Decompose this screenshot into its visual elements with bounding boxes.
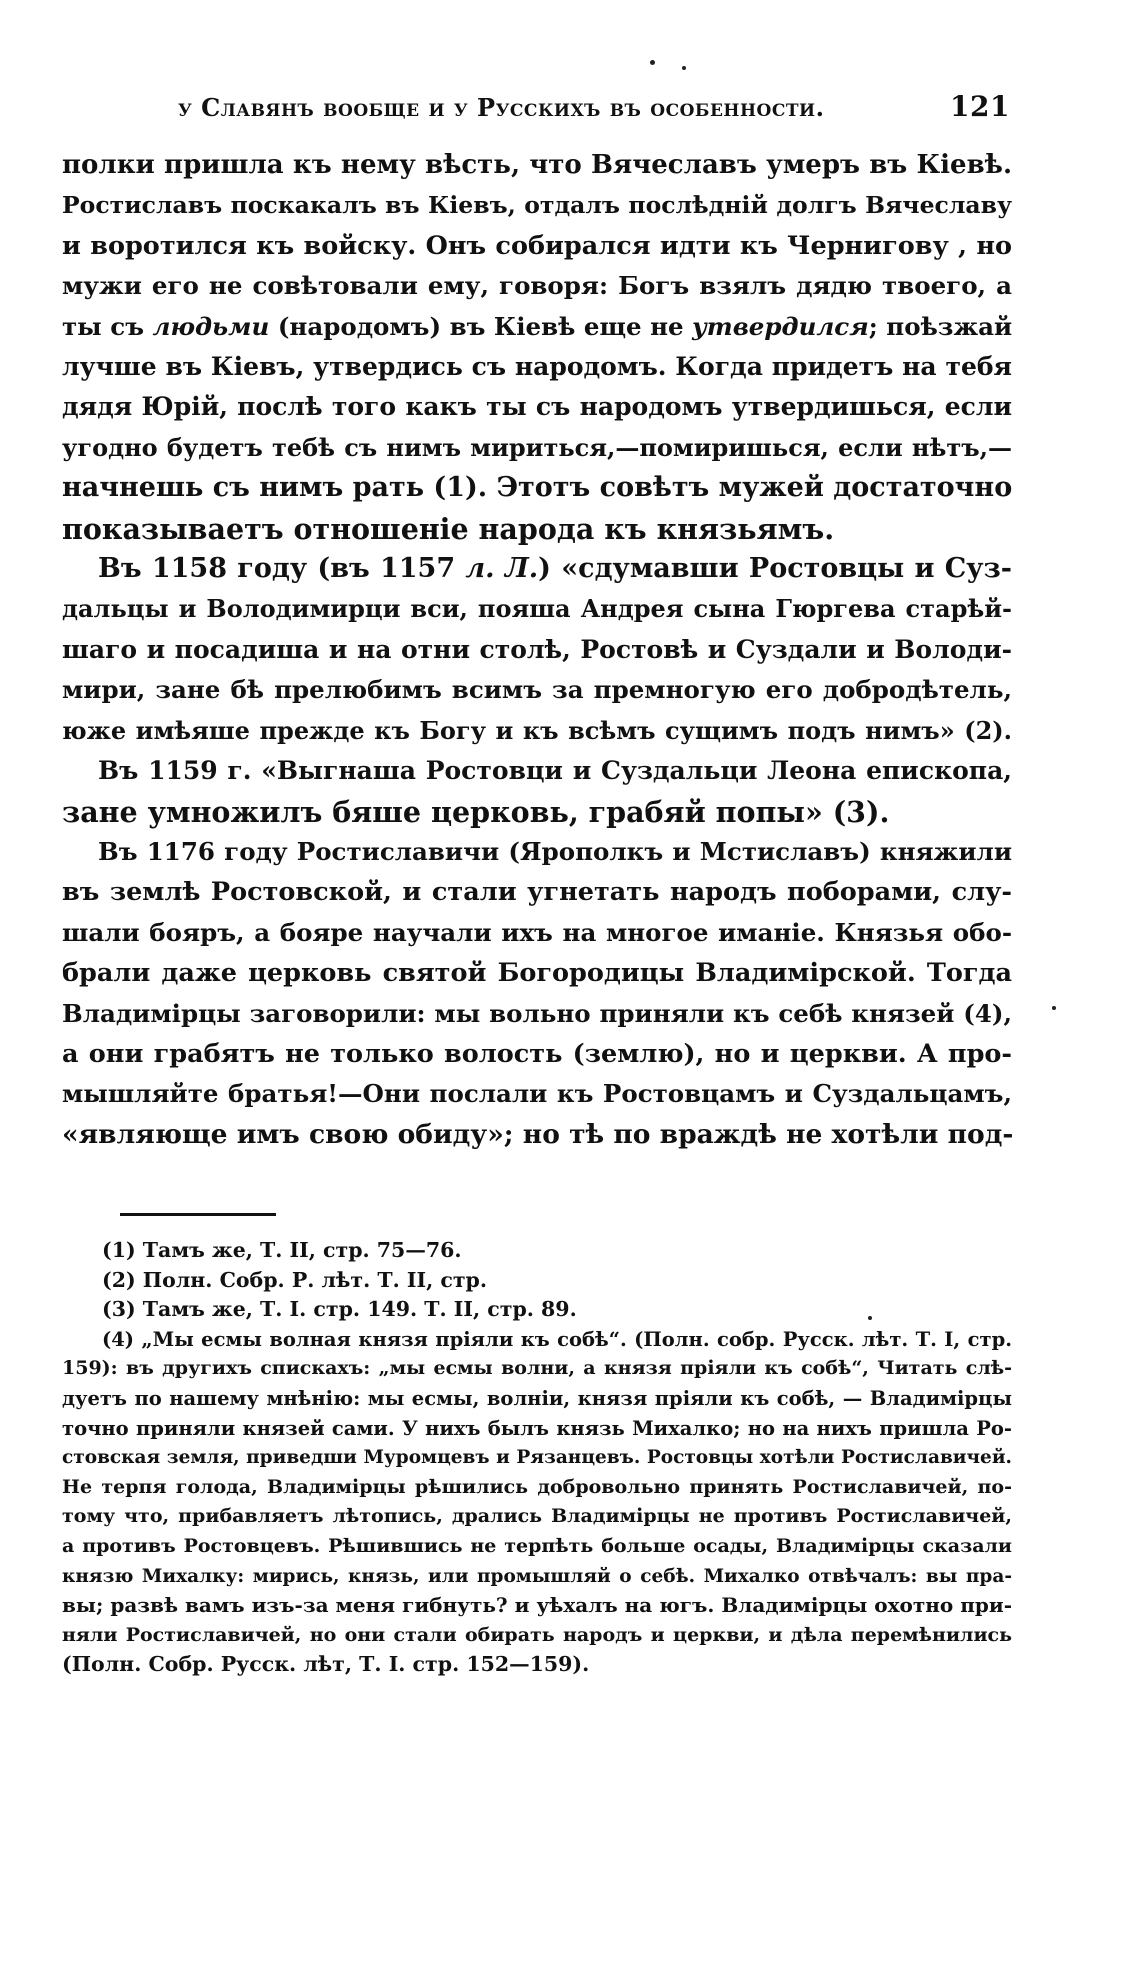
text-line: и воротился къ войску. Онъ собирался идти къ Чернигову , но <box>62 230 1012 261</box>
footnote-line: (2) Полн. Собр. Р. лѣт. Т. II, стр. <box>102 1267 488 1292</box>
footnote-divider <box>120 1213 276 1216</box>
text-line: Въ 1159 г. «Выгнаша Ростовци и Суздальци Леона епископа, <box>98 756 1012 786</box>
italic-word: утвердился <box>692 311 869 341</box>
text-line: дядя Юрій, послѣ того какъ ты съ народомъ утвердишься, если <box>62 392 1012 422</box>
text-line: дальцы и Володимирци вси, пояша Андрея сына Гюргева старѣй- <box>62 594 1012 624</box>
text-segment: Въ 1158 году (въ 1157 <box>98 553 466 585</box>
running-title: у Славянъ вообще и у Русскихъ въ особенности. <box>178 93 825 122</box>
text-line: полки пришла къ нему вѣсть, что Вячеславъ умеръ въ Кіевѣ. <box>62 150 1012 180</box>
text-segment: ) «сдумавши Ростовцы и Суз- <box>538 553 1012 585</box>
ink-speck <box>650 60 655 65</box>
footnotes <box>62 1236 1012 1680</box>
text-line: лучше въ Кіевъ, утвердись съ народомъ. Когда придетъ на тебя <box>62 352 1012 382</box>
text-line: а они грабятъ не только волость (землю), но и церкви. А про- <box>62 1038 1012 1069</box>
text-line: начнешь съ нимъ рать (1). Этотъ совѣтъ мужей достаточно <box>62 472 1013 504</box>
footnote-line: а противъ Ростовцевъ. Рѣшившись не терпѣть больше осады, Владимірцы сказали <box>62 1534 1012 1557</box>
text-line: юже имѣяше прежде къ Богу и къ всѣмъ сущимъ подъ нимъ» (2). <box>62 715 1012 745</box>
footnote-line: тому что, прибавляетъ лѣтопись, дрались Владимірцы не противъ Ростиславичей, <box>62 1505 1012 1528</box>
main-text <box>62 145 1012 1155</box>
footnote-line: точно приняли князей сами. У нихъ былъ князь Михалко; но на нихъ пришла Ро- <box>62 1416 1012 1440</box>
footnote-line: (1) Тамъ же, Т. II, стр. 75—76. <box>102 1238 462 1262</box>
footnote-line: стовская земля, приведши Муромцевъ и Рязанцевъ. Ростовцы хотѣли Ростиславичей. <box>62 1447 1012 1469</box>
text-line: угодно будетъ тебѣ съ нимъ мириться,—помиришься, если нѣтъ,— <box>62 432 1012 462</box>
text-line: мири, зане бѣ прелюбимъ всимъ за премногую его добродѣтель, <box>62 675 1012 705</box>
italic-word: л. Л. <box>465 553 539 585</box>
text-line: показываетъ отношеніе народа къ князьямъ. <box>62 511 835 546</box>
text-line: Въ 1176 году Ростиславичи (Ярополкъ и Мстиславъ) княжили <box>98 836 1012 866</box>
footnote-line: князю Михалку: мирись, князь, или промышляй о себѣ. Михалко отвѣчалъ: вы пра- <box>62 1565 1012 1587</box>
italic-word: людьми <box>152 311 270 341</box>
text-line: Ростиславъ поскакалъ въ Кіевъ, отдалъ послѣдній долгъ Вячеславу <box>62 191 1012 220</box>
text-segment: (народомъ) въ Кіевѣ еще не <box>269 311 693 341</box>
text-line: мужи его не совѣтовали ему, говоря: Богъ взялъ дядю твоего, а <box>62 271 1012 301</box>
ink-speck <box>1052 1006 1056 1010</box>
footnote-line: 159): въ другихъ спискахъ: „мы есмы волни, а князя прiяли къ собѣ“, Читать слѣ- <box>62 1357 1012 1380</box>
footnote-line: (Полн. Собр. Русск. лѣт, Т. I. стр. 152—159). <box>62 1652 590 1677</box>
footnote-line: няли Ростиславичей, но они стали обирать народъ и церкви, и дѣла перемѣнились <box>62 1623 1012 1646</box>
text-line <box>62 307 1012 347</box>
text-line: шаго и посадиша и на отни столѣ, Ростовѣ и Суздали и Володи- <box>62 634 1012 664</box>
footnote-line: (3) Тамъ же, Т. I. стр. 149. Т. II, стр. 89. <box>102 1297 577 1322</box>
text-line: «являюще имъ свою обиду»; но тѣ по враждѣ не хотѣли под- <box>62 1118 1014 1150</box>
text-line: брали даже церковь святой Богородицы Владимірской. Тогда <box>62 958 1012 989</box>
page-header <box>178 90 1010 130</box>
text-line: въ землѣ Ростовской, и стали угнетать народъ поборами, слу- <box>62 877 1012 908</box>
text-line: шали бояръ, а бояре научали ихъ на многое иманіе. Князья обо- <box>62 917 1012 947</box>
footnote-line: (4) „Мы есмы волная князя прiяли къ собѣ“. (Полн. собр. Русск. лѣт. Т. I, стр. <box>102 1327 1012 1351</box>
footnote-line: Не терпя голода, Владимірцы рѣшились добровольно принять Ростиславичей, по- <box>62 1475 1012 1498</box>
text-line: мышляйте братья!—Они послали къ Ростовцамъ и Суздальцамъ, <box>62 1079 1012 1109</box>
text-line: Владимірцы заговорили: мы вольно приняли къ себѣ князей (4), <box>62 998 1012 1028</box>
footnote-line: вы; развѣ вамъ изъ-за меня гибнуть? и уѣхалъ на югъ. Владимірцы охотно при- <box>62 1593 1012 1618</box>
text-line: зане умножилъ бяше церковь, грабяй попы» (3). <box>62 794 890 829</box>
footnote-line: дуетъ по нашему мнѣнію: мы есмы, волнiи, князя прiяли къ собѣ, — Владимірцы <box>62 1386 1012 1410</box>
page-number: 121 <box>950 90 1010 123</box>
text-line <box>62 549 1012 589</box>
text-segment: ты съ <box>62 311 153 341</box>
text-segment: ; поѣзжай <box>868 311 1013 341</box>
ink-speck <box>682 66 686 70</box>
